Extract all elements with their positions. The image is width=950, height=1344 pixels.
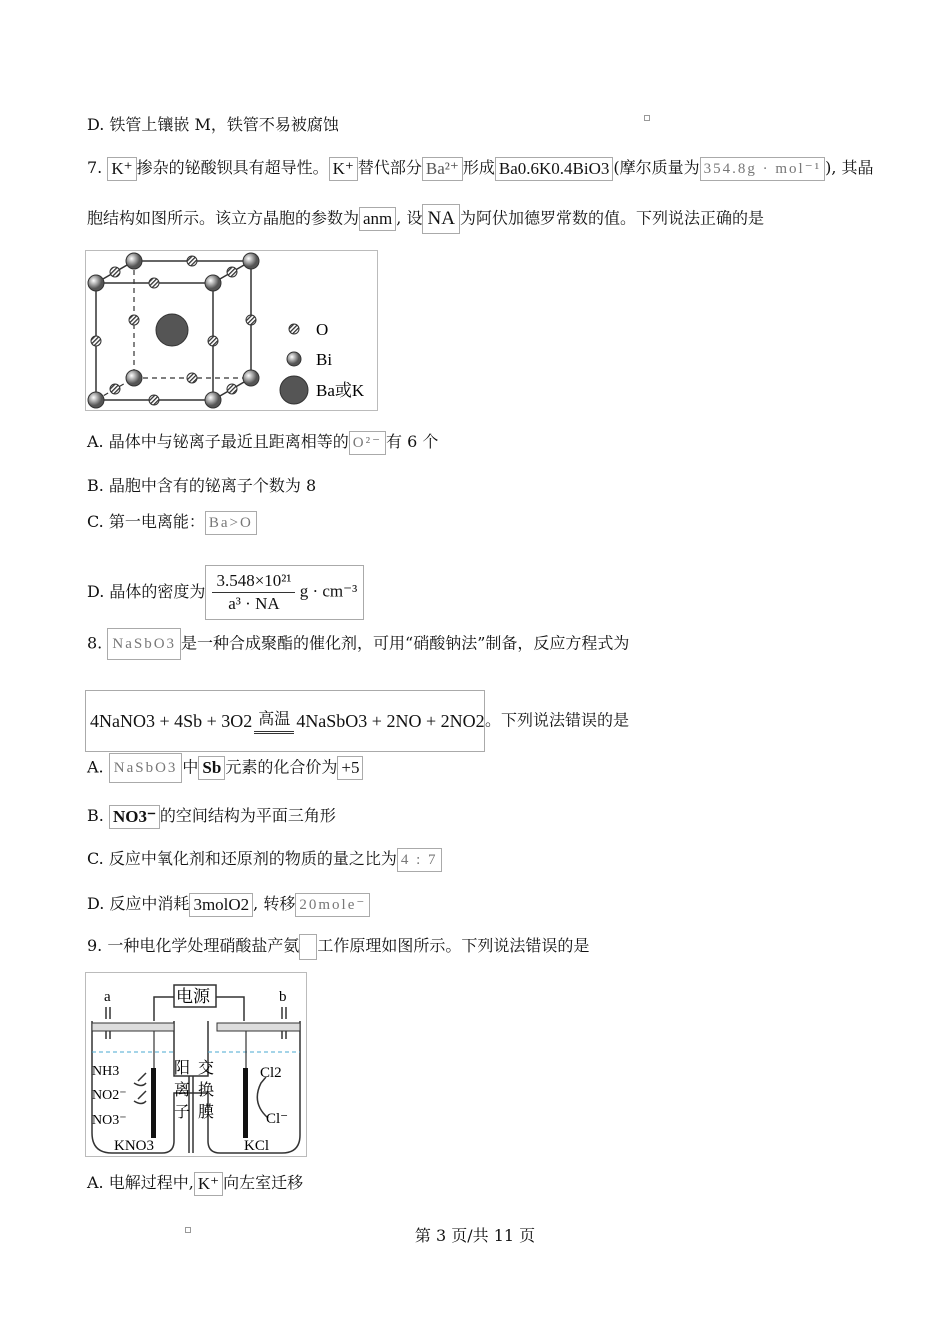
option-text: 中 [182, 757, 199, 777]
formula-k-ion: K⁺ [107, 157, 136, 181]
stem-text: 一种电化学处理硝酸盐产氨 [107, 936, 300, 955]
formula-electrons: 20mole⁻ [295, 893, 370, 917]
stem-text: ), 其晶 [825, 158, 874, 177]
membrane-char: 膜 [198, 1104, 215, 1121]
question-number: 9. [87, 936, 103, 955]
q7-option-b: B. 晶胞中含有的铋离子个数为 8 [87, 476, 317, 495]
legend-bi: Bi [316, 350, 333, 369]
formula-param: anm [359, 207, 396, 231]
equation-right: 4NaSbO3 + 2NO + 2NO2 [296, 711, 485, 731]
label-b: b [279, 989, 287, 1005]
membrane-char: 子 [174, 1104, 191, 1121]
formula-placeholder [299, 934, 317, 960]
q7-stem-line1 [87, 155, 874, 181]
crystal-cell-diagram [86, 251, 377, 410]
formula-ba-o: Ba>O [205, 511, 257, 535]
stem-text: 是一种合成聚酯的催化剂，可用“硝酸钠法”制备，反应方程式为 [181, 633, 630, 653]
unit: g · cm⁻³ [299, 581, 358, 601]
membrane-char: 阳 [174, 1060, 191, 1077]
stem-text: 。下列说法错误的是 [485, 710, 630, 730]
stem-text: 形成 [462, 158, 495, 177]
formula-nasbo3: NaSbO3 [107, 628, 181, 660]
option-text: 有 6 个 [385, 432, 439, 451]
option-text: 的空间结构为平面三角形 [159, 806, 336, 825]
label-power: 电源 [176, 987, 210, 1006]
formula-3molo2: 3molO2 [189, 893, 253, 917]
stem-text: 掺杂的铋酸钡具有超导性。 [136, 158, 329, 177]
formula-ratio: 4 : 7 [397, 848, 442, 872]
crystal-cell-figure [85, 250, 378, 411]
label-no3: NO3⁻ [92, 1113, 127, 1128]
stem-text: (摩尔质量为 [613, 158, 700, 177]
formula-nasbo3: NaSbO3 [109, 753, 183, 783]
fraction-numerator: 3.548×10²¹ [212, 570, 295, 593]
legend-ba-k: Ba或K [316, 381, 365, 400]
question-number: 8. [87, 633, 103, 653]
marker [644, 115, 650, 121]
q8-option-c [87, 846, 442, 872]
option-text: 向左室迁移 [223, 1173, 304, 1192]
membrane-char: 离 [174, 1082, 191, 1099]
formula-density [205, 565, 364, 620]
stem-text: 替代部分 [357, 158, 422, 177]
q7-option-d [87, 565, 364, 620]
option-text: A. 晶体中与铋离子最近且距离相等的 [87, 432, 349, 451]
option-text: , 转移 [253, 894, 296, 913]
fraction-denominator: a³ · NA [228, 594, 280, 613]
label-a: a [104, 989, 111, 1005]
formula-na: NA [422, 204, 459, 234]
formula-k-ion: K⁺ [329, 157, 358, 181]
label-nh3: NH3 [92, 1064, 120, 1079]
q8-stem [87, 628, 629, 660]
label-cl: Cl⁻ [266, 1111, 289, 1127]
q7-stem-line2 [87, 204, 764, 234]
q8-option-d [87, 891, 370, 917]
stem-text: 工作原理如图所示。下列说法错误的是 [317, 936, 590, 955]
label-kcl: KCl [244, 1138, 270, 1154]
q9-stem [87, 933, 589, 960]
option-text: D. 反应中消耗 [87, 894, 190, 913]
equation-condition: 高温 [258, 710, 291, 728]
option-text: 元素的化合价为 [225, 757, 338, 777]
option-text: A. 电解过程中, [87, 1173, 194, 1192]
q7-option-a [87, 429, 438, 455]
option-text: C. 第一电离能： [87, 512, 205, 531]
q7-option-c [87, 509, 257, 535]
legend-o: O [316, 320, 329, 339]
page-footer: 第 3 页/共 11 页 [414, 1226, 536, 1245]
q6-option-d: D. 铁管上镶嵌 M，铁管不易被腐蚀 [87, 115, 339, 134]
formula-no3-ion: NO3⁻ [109, 805, 160, 829]
q8-option-a [87, 753, 363, 783]
option-text: D. 晶体的密度为 [87, 582, 206, 601]
formula-sb: Sb [198, 756, 225, 780]
formula-equation [85, 690, 485, 752]
option-text: B. [87, 806, 104, 825]
label-no2: NO2⁻ [92, 1088, 127, 1103]
formula-o-ion: O²⁻ [349, 431, 386, 455]
formula-molar-mass: 354.8g · mol⁻¹ [700, 157, 826, 181]
equation-left: 4NaNO3 + 4Sb + 3O2 [90, 711, 253, 731]
option-text: A. [87, 757, 104, 777]
label-cl2: Cl2 [260, 1065, 282, 1081]
q8-equation-line [85, 690, 629, 752]
stem-text: 为阿伏加德罗常数的值。下列说法正确的是 [459, 208, 764, 228]
formula-k-ion: K⁺ [194, 1172, 223, 1196]
question-number: 7. [87, 158, 103, 177]
formula-valence: +5 [337, 756, 363, 780]
q9-option-a [87, 1170, 303, 1196]
membrane-char: 换 [198, 1082, 215, 1099]
electrolysis-figure [85, 972, 307, 1157]
stem-text: , 设 [396, 208, 423, 228]
membrane-char: 交 [198, 1060, 215, 1077]
formula-ba-ion: Ba²⁺ [422, 157, 463, 181]
q8-option-b [87, 803, 336, 829]
stem-text: 胞结构如图所示。该立方晶胞的参数为 [87, 208, 360, 228]
equation-arrow [254, 709, 294, 734]
option-text: C. 反应中氧化剂和还原剂的物质的量之比为 [87, 849, 397, 868]
formula-compound: Ba0.6K0.4BiO3 [495, 157, 614, 181]
label-kno3: KNO3 [114, 1138, 154, 1154]
electrolysis-diagram [86, 973, 306, 1156]
